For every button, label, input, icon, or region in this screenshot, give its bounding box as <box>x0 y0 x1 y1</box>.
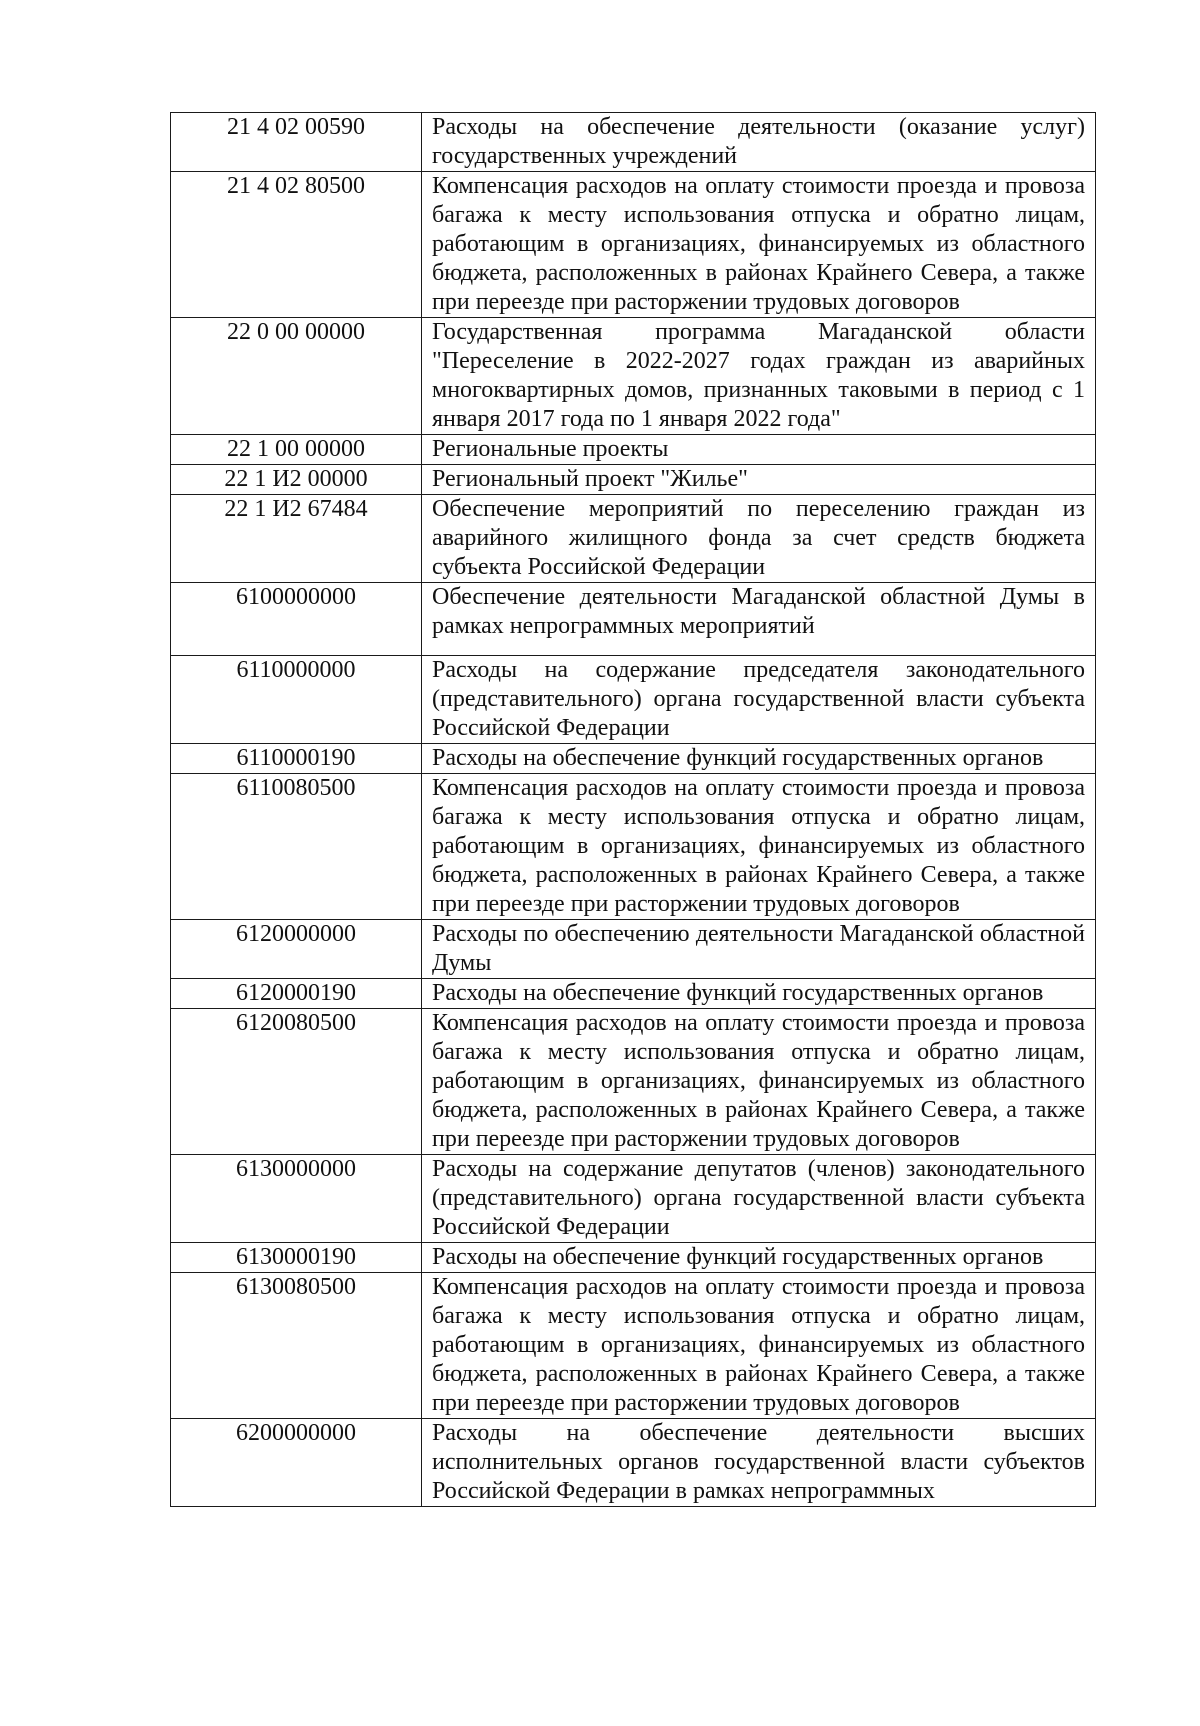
table-row <box>171 1009 1096 1155</box>
row-code: 22 0 00 00000 <box>171 318 422 435</box>
table-row <box>171 113 1096 172</box>
table-row <box>171 583 1096 656</box>
row-code: 22 1 И2 67484 <box>171 495 422 583</box>
table-row <box>171 465 1096 495</box>
table-row <box>171 1243 1096 1273</box>
row-code: 22 1 И2 00000 <box>171 465 422 495</box>
row-code: 6120080500 <box>171 1009 422 1155</box>
row-code: 6200000000 <box>171 1419 422 1507</box>
row-code: 6130080500 <box>171 1273 422 1419</box>
row-description: Расходы на обеспечение деятельности высших исполнительных органов государственной власти субъектов Российской Федерации в рамках непрограммных <box>422 1419 1096 1507</box>
row-description: Компенсация расходов на оплату стоимости проезда и провоза багажа к месту использования отпуска и обратно лицам, работающим в организациях, финансируемых из областного бюджета, расположенных в районах Крайнего Севера, а также при переезде при расторжении трудовых договоров <box>422 1009 1096 1155</box>
budget-codes-table <box>170 112 1096 1507</box>
row-description: Расходы на содержание депутатов (членов) законодательного (представительного) органа государственной власти субъекта Российской Федерации <box>422 1155 1096 1243</box>
table-row <box>171 920 1096 979</box>
table-row <box>171 979 1096 1009</box>
table-row <box>171 172 1096 318</box>
row-description: Расходы по обеспечению деятельности Магаданской областной Думы <box>422 920 1096 979</box>
row-code: 6110080500 <box>171 774 422 920</box>
row-description: Компенсация расходов на оплату стоимости проезда и провоза багажа к месту использования отпуска и обратно лицам, работающим в организациях, финансируемых из областного бюджета, расположенных в районах Крайнего Севера, а также при переезде при расторжении трудовых договоров <box>422 172 1096 318</box>
row-code: 6130000000 <box>171 1155 422 1243</box>
row-description: Расходы на содержание председателя законодательного (представительного) органа государственной власти субъекта Российской Федерации <box>422 656 1096 744</box>
row-description: Расходы на обеспечение функций государственных органов <box>422 744 1096 774</box>
row-description: Государственная программа Магаданской области "Переселение в 2022-2027 годах граждан из аварийных многоквартирных домов, признанных таковыми в период с 1 января 2017 года по 1 января 2022 года" <box>422 318 1096 435</box>
row-code: 21 4 02 00590 <box>171 113 422 172</box>
row-description: Расходы на обеспечение функций государственных органов <box>422 1243 1096 1273</box>
row-description: Расходы на обеспечение деятельности (оказание услуг) государственных учреждений <box>422 113 1096 172</box>
row-code: 21 4 02 80500 <box>171 172 422 318</box>
row-description: Региональный проект "Жилье" <box>422 465 1096 495</box>
table-row <box>171 774 1096 920</box>
row-description: Компенсация расходов на оплату стоимости проезда и провоза багажа к месту использования отпуска и обратно лицам, работающим в организациях, финансируемых из областного бюджета, расположенных в районах Крайнего Севера, а также при переезде при расторжении трудовых договоров <box>422 774 1096 920</box>
row-description: Обеспечение мероприятий по переселению граждан из аварийного жилищного фонда за счет средств бюджета субъекта Российской Федерации <box>422 495 1096 583</box>
row-code: 6120000190 <box>171 979 422 1009</box>
table-row <box>171 744 1096 774</box>
table-row <box>171 1155 1096 1243</box>
row-code: 6100000000 <box>171 583 422 656</box>
row-code: 6130000190 <box>171 1243 422 1273</box>
row-code: 6110000000 <box>171 656 422 744</box>
table-row <box>171 1419 1096 1507</box>
row-code: 22 1 00 00000 <box>171 435 422 465</box>
table-row <box>171 495 1096 583</box>
row-description: Компенсация расходов на оплату стоимости проезда и провоза багажа к месту использования отпуска и обратно лицам, работающим в организациях, финансируемых из областного бюджета, расположенных в районах Крайнего Севера, а также при переезде при расторжении трудовых договоров <box>422 1273 1096 1419</box>
table-row <box>171 1273 1096 1419</box>
row-code: 6120000000 <box>171 920 422 979</box>
table-row <box>171 656 1096 744</box>
row-code: 6110000190 <box>171 744 422 774</box>
table-row <box>171 318 1096 435</box>
row-description: Региональные проекты <box>422 435 1096 465</box>
table-row <box>171 435 1096 465</box>
row-description: Обеспечение деятельности Магаданской областной Думы в рамках непрограммных мероприятий <box>422 583 1096 656</box>
row-description: Расходы на обеспечение функций государственных органов <box>422 979 1096 1009</box>
